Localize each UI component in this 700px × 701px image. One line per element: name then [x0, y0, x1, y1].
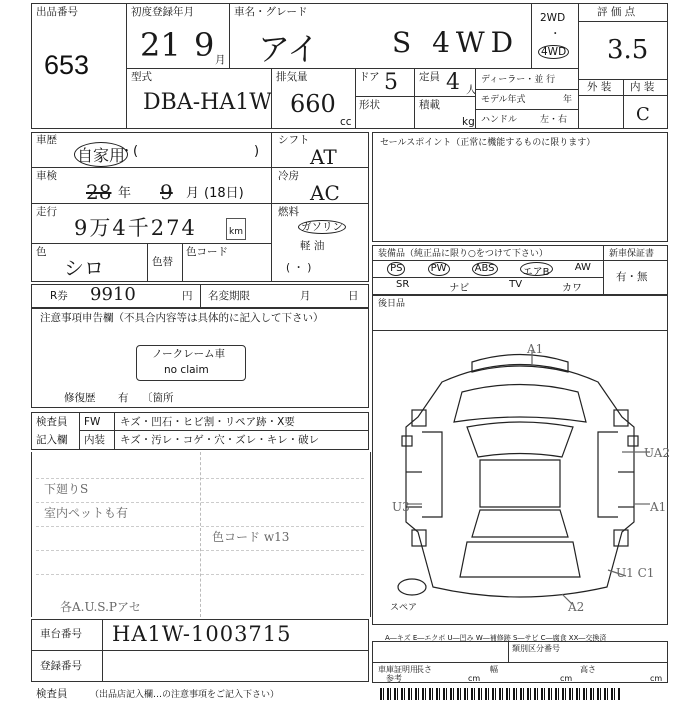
cert-label: 車庫証明用 [378, 665, 418, 674]
warranty-label: 新車保証書 [609, 249, 655, 259]
month-unit: 月 [215, 54, 226, 66]
handle-label: ハンドル [481, 115, 518, 125]
reg-year: 21 [140, 26, 181, 64]
mileage-value: 9万4千274 [74, 216, 197, 240]
chassis-label: 車台番号 [40, 628, 82, 640]
load-label: 積載 [419, 99, 440, 111]
legend-codes: A―キズ E―エクボ U―凹み W―補修跡 S―サビ C―腐食 XX―交換済 [385, 634, 607, 642]
grade: S 4WD [392, 26, 520, 59]
cap-unit: 人 [466, 84, 477, 96]
history-value: 自家用 [74, 142, 128, 167]
shift-label: シフト [278, 134, 310, 146]
inspector-tag-1: FW [84, 416, 101, 428]
fuel-paren: ( ・ ) [286, 262, 312, 274]
length-label: 長さ [416, 665, 432, 674]
inspector-text-2: キズ・汚レ・コゲ・穴・ズレ・キレ・破レ [120, 434, 320, 446]
mark-right-upper: UA2 [644, 446, 671, 460]
note-1: 下廻りS [44, 482, 89, 496]
equipment-row-1 [376, 262, 602, 276]
ac-label: 冷房 [278, 170, 299, 182]
reg-month: 9 [194, 26, 215, 64]
equipment-item: ナビ [449, 283, 470, 294]
dealer-label: ディーラー・並 行 [481, 75, 556, 85]
shaken-year: 28 [86, 180, 112, 204]
repair-paren: 〔箇所 [142, 392, 174, 404]
equipment-item: AW [574, 262, 591, 273]
stamp-line2: no claim [164, 364, 209, 376]
chassis-value: HA1W-1003715 [112, 622, 292, 646]
notes-area [31, 452, 371, 617]
mark-top: A1 [527, 342, 544, 356]
equipment-item: カワ [562, 283, 583, 294]
ref-label: 参考 [386, 674, 402, 683]
car-name: アイ [258, 30, 320, 68]
door-label: ドア [359, 71, 380, 83]
model-value: DBA-HA1W [143, 90, 272, 115]
history-label: 車歴 [36, 134, 57, 146]
shaken-day: (18日) [204, 186, 244, 201]
stamp-line1: ノークレーム車 [152, 348, 226, 360]
barcode [380, 688, 620, 700]
year-unit: 年 [563, 95, 573, 105]
width-label: 幅 [490, 665, 498, 674]
drive-dot: ・ [550, 28, 561, 40]
model-label: 型式 [131, 71, 152, 83]
shaken-year-unit: 年 [118, 186, 132, 201]
note-2: 室内ペットも有 [44, 506, 129, 520]
kg-unit: kg [462, 116, 475, 128]
color-code-label: 色コード [186, 246, 228, 258]
equipment-item: PS [387, 262, 405, 276]
handle-value: 左・右 [540, 115, 568, 125]
disp-value: 660 [290, 90, 336, 118]
score-label: 評 価 点 [597, 6, 636, 18]
notes-title: 注意事項申告欄（不具合内容等は具体的に記入して下さい） [40, 312, 324, 324]
note-3: 色コード w13 [212, 530, 290, 544]
equipment-item: PW [428, 262, 450, 276]
deadline-month: 月 [300, 290, 311, 302]
equipment-row-2 [376, 279, 602, 293]
repair-label: 修復歴 [64, 392, 96, 404]
inspector-text-1: キズ・凹石・ヒビ割・リペア跡・X要 [120, 416, 295, 428]
cm-2: cm [560, 674, 573, 683]
cap-value: 4 [446, 70, 460, 95]
shape-label: 形状 [359, 99, 380, 111]
history-paren: ・( [120, 144, 139, 159]
equipment-label: 装備品（純正品に限り○をつけて下さい） [378, 249, 548, 259]
color-label: 色 [36, 246, 47, 258]
lot-label: 出品番号 [36, 6, 78, 18]
drive-2wd: 2WD [540, 12, 566, 24]
color-change-label: 色替 [152, 256, 173, 268]
drive-4wd: 4WD [538, 45, 569, 59]
equipment-item: ABS [472, 262, 498, 276]
km-unit: km [229, 227, 243, 237]
inspector-label-2: 記入欄 [36, 434, 68, 446]
footer-label: 検査員 [36, 688, 68, 700]
ext-label: 外 装 [587, 81, 612, 93]
int-grade: C [636, 104, 650, 125]
fuel-selected: ガソリン [298, 220, 346, 234]
mark-bottom: A2 [568, 600, 585, 614]
color-value: シロ [64, 256, 104, 280]
warranty-value: 有・無 [616, 271, 648, 283]
footer-text: （出品店記入欄…の注意事項をご記入下さい） [90, 690, 280, 700]
sales-title: セールスポイント（正常に機能するものに限ります） [380, 138, 596, 148]
int-label: 内 装 [630, 81, 655, 93]
mark-right-lower: U1 C1 [616, 566, 655, 580]
inspector-label-1: 検査員 [36, 416, 68, 428]
lot-number: 653 [44, 50, 90, 80]
recycle-amount: 9910 [90, 284, 136, 305]
class-label: 類別区分番号 [512, 644, 560, 653]
cm-3: cm [650, 674, 663, 683]
shaken-month-unit: 月 [186, 186, 200, 201]
mileage-label: 走行 [36, 206, 57, 218]
note-4: 各A.U.S.Pアセ [60, 600, 141, 614]
mark-right-mid: A1 [650, 500, 667, 514]
equipment-item: TV [509, 279, 523, 290]
fuel-alt: 軽 油 [300, 240, 325, 252]
name-label: 車名・グレード [234, 6, 308, 18]
shaken-label: 車検 [36, 170, 57, 182]
score-value: 3.5 [607, 35, 649, 65]
deadline-label: 名変期限 [208, 290, 250, 302]
equipment-item: エアB [520, 262, 553, 276]
rear-label: 後日品 [378, 299, 406, 309]
disp-label: 排気量 [276, 71, 308, 83]
recycle-yen: 円 [182, 290, 193, 302]
cc-unit: cc [340, 116, 352, 128]
door-value: 5 [384, 70, 398, 95]
equipment-item: SR [395, 279, 410, 290]
inspector-tag-2: 内装 [84, 434, 105, 446]
mark-left-mid: U3 [392, 500, 410, 514]
spare-label: スペア [390, 603, 418, 613]
cm-1: cm [468, 674, 481, 683]
height-label: 高さ [580, 665, 596, 674]
reg-label: 初度登録年月 [131, 6, 194, 18]
shift-value: AT [310, 145, 337, 169]
cap-label: 定員 [419, 71, 440, 83]
shaken-month: 9 [160, 180, 173, 204]
recycle-label: R券 [50, 290, 68, 302]
deadline-day: 日 [348, 290, 359, 302]
repair-value: 有 [118, 392, 129, 404]
ac-value: AC [310, 181, 340, 205]
fuel-label: 燃料 [278, 206, 299, 218]
history-close: ) [254, 144, 260, 159]
reg-no-label: 登録番号 [40, 660, 82, 672]
model-year-label: モデル年式 [481, 95, 526, 105]
